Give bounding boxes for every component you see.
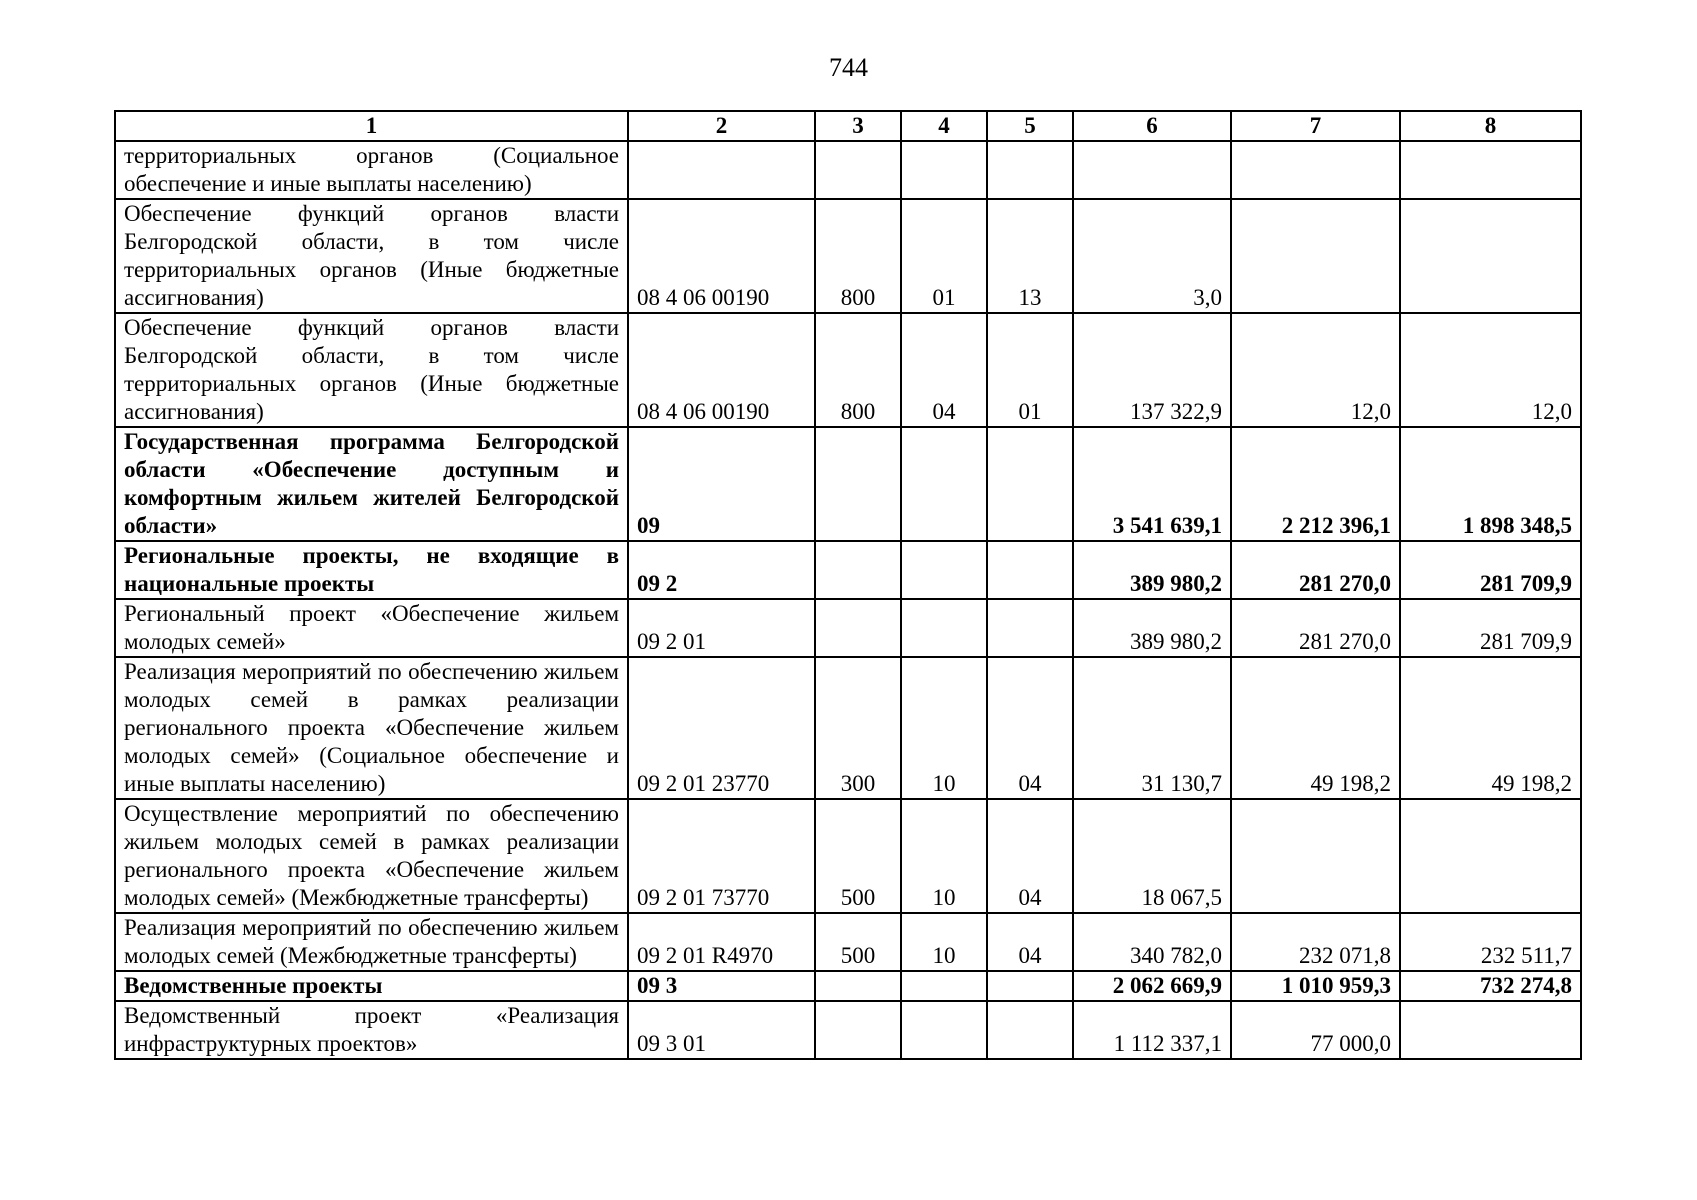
row-code: 09 2 [628,541,815,599]
row-col5: 04 [987,799,1073,913]
row-col3 [815,427,901,541]
row-col8: 1 898 348,5 [1400,427,1581,541]
row-col5 [987,427,1073,541]
row-name: Государственная программа Белгородской области «Обеспечение доступным и комфортным жильем жителей Белгородской области» [115,427,628,541]
row-col5 [987,1001,1073,1059]
table-row [115,1001,1581,1059]
row-code: 09 2 01 73770 [628,799,815,913]
row-code: 08 4 06 00190 [628,199,815,313]
row-col3: 800 [815,313,901,427]
table-row [115,799,1581,913]
row-col7: 2 212 396,1 [1231,427,1400,541]
row-name: Региональный проект «Обеспечение жильем молодых семей» [115,599,628,657]
row-col6 [1073,141,1231,199]
row-col8 [1400,141,1581,199]
row-col5 [987,971,1073,1001]
row-name: Региональные проекты, не входящие в национальные проекты [115,541,628,599]
row-col7: 232 071,8 [1231,913,1400,971]
table-row [115,657,1581,799]
row-col3: 300 [815,657,901,799]
page-number: 744 [829,53,868,82]
row-col4: 04 [901,313,987,427]
row-code: 09 3 [628,971,815,1001]
row-col5: 13 [987,199,1073,313]
column-header: 6 [1073,111,1231,141]
row-col8: 232 511,7 [1400,913,1581,971]
row-code: 09 2 01 23770 [628,657,815,799]
row-col8 [1400,799,1581,913]
row-col7 [1231,799,1400,913]
budget-table [114,110,1582,1060]
row-col5: 01 [987,313,1073,427]
row-col7: 281 270,0 [1231,541,1400,599]
column-header: 5 [987,111,1073,141]
row-col5 [987,141,1073,199]
row-col6: 389 980,2 [1073,599,1231,657]
row-col3 [815,1001,901,1059]
row-col5 [987,599,1073,657]
row-col6: 389 980,2 [1073,541,1231,599]
column-header: 1 [115,111,628,141]
row-code: 09 3 01 [628,1001,815,1059]
row-name: Обеспечение функций органов власти Белгородской области, в том числе территориальных органов (Иные бюджетные ассигнования) [115,313,628,427]
row-col6: 137 322,9 [1073,313,1231,427]
row-code: 08 4 06 00190 [628,313,815,427]
column-header: 4 [901,111,987,141]
row-col4 [901,541,987,599]
row-col3: 500 [815,913,901,971]
row-name: Ведомственный проект «Реализация инфраструктурных проектов» [115,1001,628,1059]
row-col4: 10 [901,657,987,799]
row-col8: 281 709,9 [1400,541,1581,599]
row-col5: 04 [987,657,1073,799]
column-header: 7 [1231,111,1400,141]
column-header: 8 [1400,111,1581,141]
row-col7: 281 270,0 [1231,599,1400,657]
row-col6: 1 112 337,1 [1073,1001,1231,1059]
table-row [115,313,1581,427]
row-col8 [1400,199,1581,313]
row-name: Реализация мероприятий по обеспечению жильем молодых семей (Межбюджетные трансферты) [115,913,628,971]
header-row [115,111,1581,141]
row-col6: 3,0 [1073,199,1231,313]
row-col6: 2 062 669,9 [1073,971,1231,1001]
row-col8: 281 709,9 [1400,599,1581,657]
table-row [115,541,1581,599]
row-name: Реализация мероприятий по обеспечению жильем молодых семей в рамках реализации регионального проекта «Обеспечение жильем молодых семей» (Социальное обеспечение и иные выплаты населению) [115,657,628,799]
row-col4 [901,141,987,199]
row-col8 [1400,1001,1581,1059]
row-col7: 1 010 959,3 [1231,971,1400,1001]
row-name: территориальных органов (Социальное обеспечение и иные выплаты населению) [115,141,628,199]
row-col4: 10 [901,913,987,971]
row-name: Ведомственные проекты [115,971,628,1001]
table-row [115,913,1581,971]
row-col8: 732 274,8 [1400,971,1581,1001]
row-col4 [901,599,987,657]
column-header: 2 [628,111,815,141]
row-col3 [815,599,901,657]
row-col3 [815,971,901,1001]
row-col3: 800 [815,199,901,313]
row-col3: 500 [815,799,901,913]
row-col6: 3 541 639,1 [1073,427,1231,541]
row-col4 [901,971,987,1001]
row-col4 [901,1001,987,1059]
row-col7: 77 000,0 [1231,1001,1400,1059]
row-col5: 04 [987,913,1073,971]
row-col3 [815,541,901,599]
row-col4: 10 [901,799,987,913]
row-col4: 01 [901,199,987,313]
row-col6: 31 130,7 [1073,657,1231,799]
row-col8: 49 198,2 [1400,657,1581,799]
row-code: 09 2 01 [628,599,815,657]
row-name: Осуществление мероприятий по обеспечению жильем молодых семей в рамках реализации регионального проекта «Обеспечение жильем молодых семей» (Межбюджетные трансферты) [115,799,628,913]
table-row [115,141,1581,199]
row-col7 [1231,199,1400,313]
row-code [628,141,815,199]
row-col8: 12,0 [1400,313,1581,427]
row-col7: 49 198,2 [1231,657,1400,799]
row-col7 [1231,141,1400,199]
table-row [115,971,1581,1001]
row-col7: 12,0 [1231,313,1400,427]
row-col6: 340 782,0 [1073,913,1231,971]
row-col3 [815,141,901,199]
row-code: 09 [628,427,815,541]
table-row [115,427,1581,541]
row-name: Обеспечение функций органов власти Белгородской области, в том числе территориальных органов (Иные бюджетные ассигнования) [115,199,628,313]
row-code: 09 2 01 R4970 [628,913,815,971]
row-col4 [901,427,987,541]
column-header: 3 [815,111,901,141]
table-row [115,199,1581,313]
table-row [115,599,1581,657]
row-col6: 18 067,5 [1073,799,1231,913]
row-col5 [987,541,1073,599]
